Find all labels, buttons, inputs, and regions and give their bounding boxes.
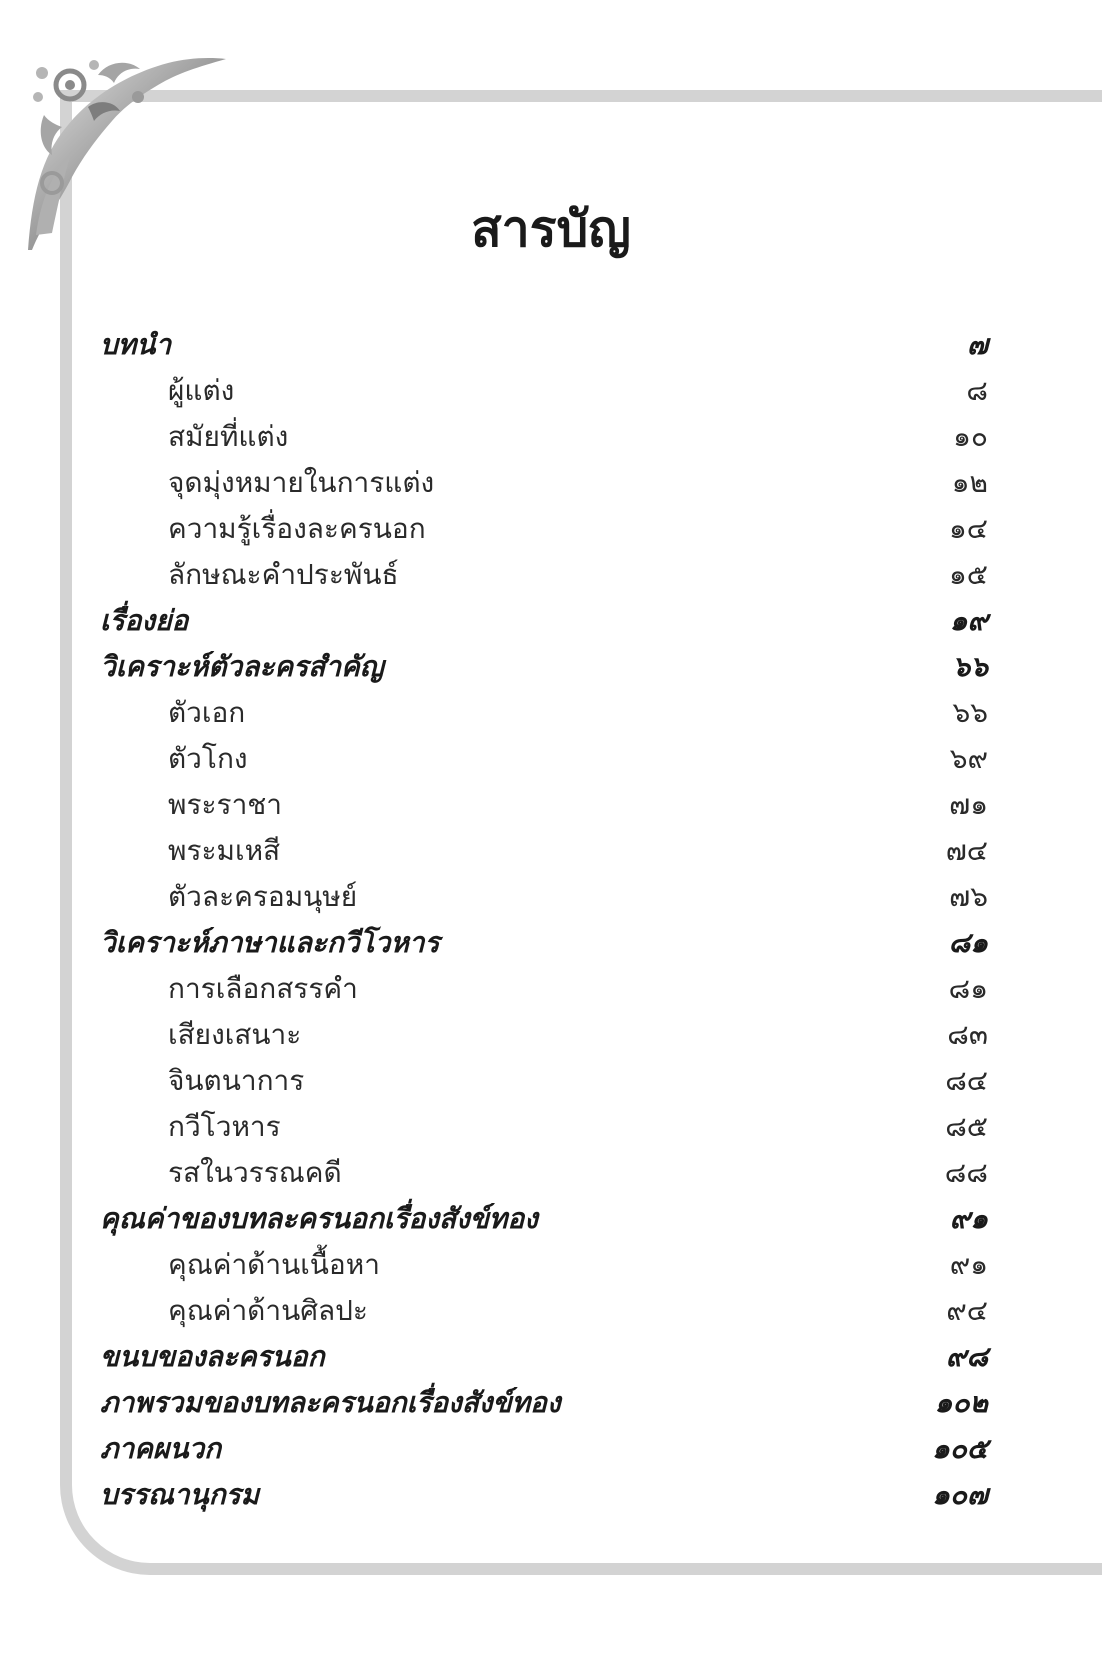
table-of-contents: [100, 322, 988, 1518]
toc-entry-label: จุดมุ่งหมายในการแต่ง: [168, 466, 435, 499]
toc-page-number: ๙๔: [946, 1294, 988, 1327]
toc-entry-label: วิเคราะห์ภาษาและกวีโวหาร: [100, 926, 440, 959]
toc-page-number: ๗๔: [945, 834, 988, 867]
toc-page-number: ๘๑: [948, 972, 988, 1005]
toc-section-row: [100, 782, 988, 828]
toc-entry-label: ภาคผนวก: [100, 1432, 222, 1465]
toc-section-row: [100, 368, 988, 414]
toc-page-number: ๙๑: [949, 1248, 988, 1281]
toc-page-number: ๑๐: [953, 420, 988, 453]
toc-chapter-row: [100, 1472, 988, 1518]
toc-section-row: [100, 1242, 988, 1288]
toc-section-row: [100, 874, 988, 920]
toc-section-row: [100, 1150, 988, 1196]
toc-section-row: [100, 460, 988, 506]
toc-chapter-row: [100, 1334, 988, 1380]
toc-entry-label: ตัวละครอมนุษย์: [168, 880, 358, 913]
toc-section-row: [100, 414, 988, 460]
toc-entry-label: จินตนาการ: [168, 1064, 305, 1097]
toc-chapter-row: [100, 598, 988, 644]
toc-chapter-row: [100, 1380, 988, 1426]
toc-page-number: ๘๘: [944, 1156, 988, 1189]
toc-entry-label: เรื่องย่อ: [100, 604, 189, 637]
toc-page-number: ๑๙: [949, 604, 988, 637]
toc-entry-label: คุณค่าด้านศิลปะ: [168, 1294, 368, 1327]
toc-page-number: ๑๐๕: [931, 1432, 988, 1465]
toc-chapter-row: [100, 322, 988, 368]
toc-entry-label: ภาพรวมของบทละครนอกเรื่องสังข์ทอง: [100, 1386, 561, 1419]
toc-entry-label: ความรู้เรื่องละครนอก: [168, 512, 426, 545]
toc-page-number: ๖๖: [952, 696, 988, 729]
toc-page-number: ๗๑: [949, 788, 988, 821]
toc-entry-label: รสในวรรณคดี: [168, 1156, 342, 1189]
toc-entry-label: เสียงเสนาะ: [168, 1018, 302, 1051]
toc-section-row: [100, 828, 988, 874]
toc-page-number: ๑๔: [949, 512, 988, 545]
toc-entry-label: บรรณานุกรม: [100, 1478, 260, 1511]
toc-entry-label: คุณค่าของบทละครนอกเรื่องสังข์ทอง: [100, 1202, 538, 1235]
toc-page-number: ๗: [966, 328, 988, 361]
toc-section-row: [100, 1058, 988, 1104]
toc-entry-label: วิเคราะห์ตัวละครสำคัญ: [100, 650, 384, 683]
toc-chapter-row: [100, 1426, 988, 1472]
toc-page-number: ๘๕: [945, 1110, 988, 1143]
toc-page-number: ๑๕: [949, 558, 988, 591]
toc-page-number: ๖๙: [949, 742, 988, 775]
toc-section-row: [100, 1288, 988, 1334]
toc-section-row: [100, 1012, 988, 1058]
toc-chapter-row: [100, 920, 988, 966]
toc-page-number: ๙๘: [945, 1340, 988, 1373]
toc-entry-label: ขนบของละครนอก: [100, 1340, 325, 1373]
toc-section-row: [100, 552, 988, 598]
toc-entry-label: การเลือกสรรคำ: [168, 972, 358, 1005]
toc-page-number: ๘๑: [948, 926, 988, 959]
toc-entry-label: ตัวโกง: [168, 742, 248, 775]
toc-entry-label: กวีโวหาร: [168, 1110, 281, 1143]
toc-section-row: [100, 690, 988, 736]
toc-section-row: [100, 966, 988, 1012]
toc-entry-label: ผู้แต่ง: [168, 374, 235, 407]
page-title: สารบัญ: [471, 200, 631, 258]
toc-page-number: ๙๑: [949, 1202, 988, 1235]
toc-entry-label: พระราชา: [168, 788, 283, 821]
toc-entry-label: สมัยที่แต่ง: [168, 420, 289, 453]
toc-entry-label: ตัวเอก: [168, 696, 246, 729]
toc-page-number: ๑๐๒: [934, 1386, 988, 1419]
toc-page-number: ๘๓: [947, 1018, 988, 1051]
toc-section-row: [100, 506, 988, 552]
toc-section-row: [100, 736, 988, 782]
toc-page-number: ๘๔: [945, 1064, 988, 1097]
toc-chapter-row: [100, 644, 988, 690]
toc-entry-label: บทนำ: [100, 328, 172, 361]
toc-entry-label: คุณค่าด้านเนื้อหา: [168, 1248, 380, 1281]
toc-page-number: ๘: [966, 374, 988, 407]
toc-entry-label: ลักษณะคำประพันธ์: [168, 558, 399, 591]
toc-section-row: [100, 1104, 988, 1150]
toc-page-number: ๗๖: [949, 880, 988, 913]
toc-page-number: ๖๖: [952, 650, 988, 683]
toc-entry-label: พระมเหสี: [168, 834, 281, 867]
toc-chapter-row: [100, 1196, 988, 1242]
toc-page-number: ๑๐๗: [932, 1478, 988, 1511]
toc-page-number: ๑๒: [951, 466, 988, 499]
